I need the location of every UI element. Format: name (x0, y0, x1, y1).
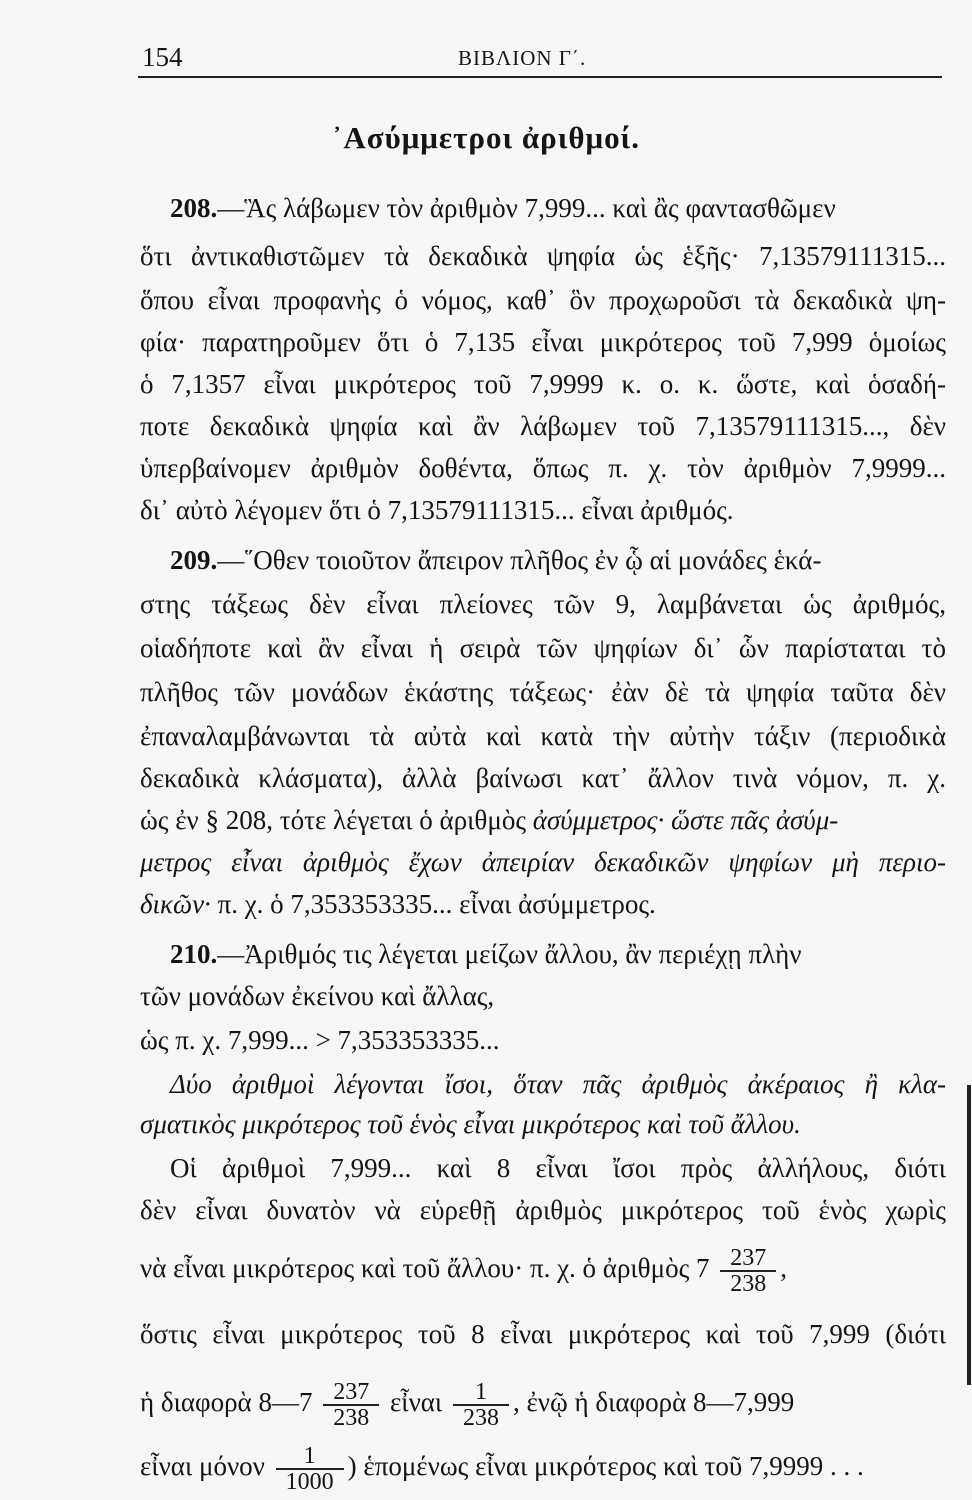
fraction-237-238-b (323, 1380, 379, 1430)
page-edge-shadow (967, 1085, 971, 1385)
paragraph-210-line-11 (140, 1443, 946, 1495)
paragraph-208-line-2: ὅτι ἀντικαθιστῶμεν τὰ δεκαδικὰ ψηφία ὡς ἑξῆς· 7,13579111315... (140, 241, 946, 271)
paragraph-210-line-2: τῶν μονάδων ἐκείνου καὶ ἄλλας, (140, 981, 495, 1011)
paragraph-210-text-10b: εἶναι (389, 1387, 443, 1418)
paragraph-210-text-10a: ἡ διαφορὰ 8—7 (140, 1387, 313, 1418)
paragraph-210-text-11a: εἶναι μόνον (140, 1451, 265, 1482)
fraction-denominator: 1000 (276, 1468, 344, 1494)
paragraph-209-line-6: δεκαδικὰ κλάσματα), ἀλλὰ βαίνωσι κατ᾽ ἄλλον τινὰ νόμον, π. χ. (140, 763, 946, 793)
section-title: ᾽Ασύμμετροι ἀριθμοί. (332, 120, 640, 155)
paragraph-208-line-6: ποτε δεκαδικὰ ψηφία καὶ ἂν λάβωμεν τοῦ 7,13579111315..., δὲν (140, 411, 946, 441)
fraction-denominator: 238 (453, 1404, 509, 1430)
paragraph-209-line-5: ἐπαναλαμβάνωνται τὰ αὐτὰ καὶ κατὰ τὴν αὐτὴν τάξιν (περιοδικὰ (140, 721, 946, 751)
paragraph-208-text-1: —Ἃς λάβωμεν τὸν ἀριθμὸν 7,999... καὶ ἂς φαντασθῶμεν (217, 193, 836, 223)
equality-definition-line-1: Δύο ἀριθμοὶ λέγονται ἴσοι, ὅταν πᾶς ἀριθμὸς ἀκέραιος ἢ κλα- (170, 1069, 946, 1099)
paragraph-209-line-3: οἱαδήποτε καὶ ἂν εἶναι ἡ σειρὰ τῶν ψηφίων δι᾽ ὧν παρίσταται τὸ (140, 633, 946, 663)
paragraph-209-line-1 (170, 540, 946, 580)
paragraph-208-line-7: ὑπερβαίνομεν ἀριθμὸν δοθέντα, ὅπως π. χ. τὸν ἀριθμὸν 7,9999... (140, 453, 946, 483)
fraction-numerator: 237 (730, 1245, 767, 1271)
paragraph-210-line-6: Οἱ ἀριθμοὶ 7,999... καὶ 8 εἶναι ἴσοι πρὸς ἀλλήλους, διότι (170, 1153, 946, 1183)
fraction-numerator: 237 (333, 1379, 370, 1405)
paragraph-209-text-1: —῞Οθεν τοιοῦτον ἄπειρον πλῆθος ἐν ᾧ αἱ μονάδες ἑκά- (217, 545, 822, 575)
page-header (138, 42, 938, 74)
page-number: 154 (142, 42, 183, 72)
paragraph-210-line-3: ὡς π. χ. 7,999... > 7,353353335... (140, 1025, 500, 1055)
paragraph-208-line-3: ὅπου εἶναι προφανὴς ὁ νόμος, καθ᾽ ὃν προχωροῦσι τὰ δεκαδικὰ ψη- (140, 285, 946, 315)
fraction-1-1000 (276, 1444, 344, 1494)
paragraph-209-line-7 (140, 800, 946, 840)
paragraph-210-text-11b: ) ἑπομένως εἶναι μικρότερος καὶ τοῦ 7,9999 . . . (347, 1451, 864, 1482)
paragraph-209-text-9b: π. χ. ὁ 7,353353335... εἶναι ἀσύμμετρος. (210, 889, 656, 919)
equality-definition-line-2: σματικὸς μικρότερος τοῦ ἑνὸς εἶναι μικρότερος καὶ τοῦ ἄλλου. (140, 1109, 801, 1139)
paragraph-208-line-1 (170, 188, 946, 228)
paragraph-210-text-10c: , ἐνῷ ἡ διαφορὰ 8—7,999 (512, 1387, 795, 1418)
paragraph-210-text-8a: νὰ εἶναι μικρότερος καὶ τοῦ ἄλλου· π. χ. ὁ ἀριθμὸς 7 (140, 1253, 710, 1284)
paragraph-208-line-5: ὁ 7,1357 εἶναι μικρότερος τοῦ 7,9999 κ. ο. κ. ὥστε, καὶ ὁσαδή- (140, 369, 946, 399)
paragraph-210-line-1 (170, 934, 946, 974)
paragraph-208-line-4: φία· παρατηροῦμεν ὅτι ὁ 7,135 εἶναι μικρότερος τοῦ 7,999 ὁμοίως (140, 327, 946, 357)
definition-asymmetric: ἀσύμμετρος· ὥστε πᾶς ἀσύμ- (532, 805, 839, 835)
paragraph-209-line-9 (140, 884, 946, 924)
paragraph-210-text-1: —Ἀριθμός τις λέγεται μείζων ἄλλου, ἂν περιέχῃ πλὴν (217, 939, 802, 969)
fraction-numerator: 1 (474, 1379, 487, 1405)
paragraph-210-line-10 (140, 1379, 946, 1431)
paragraph-209-text-7a: ὡς ἐν § 208, τότε λέγεται ὁ ἀριθμὸς (140, 805, 533, 835)
fraction-numerator: 1 (303, 1443, 316, 1469)
fraction-denominator: 238 (720, 1270, 776, 1296)
paragraph-208-line-8: δι᾽ αὐτὸ λέγομεν ὅτι ὁ 7,13579111315... εἶναι ἀριθμός. (140, 495, 734, 525)
paragraph-209-line-2: στης τάξεως δὲν εἶναι πλείονες τῶν 9, λαμβάνεται ὡς ἀριθμός, (140, 589, 946, 619)
section-number-208: 208. (170, 193, 218, 223)
paragraph-210-line-7: δὲν εἶναι δυνατὸν νὰ εὑρεθῇ ἀριθμὸς μικρότερος τοῦ ἑνὸς χωρὶς (140, 1195, 946, 1225)
running-head: ΒΙΒΛΙΟΝ Γ΄. (458, 46, 587, 70)
paragraph-209-line-4: πλῆθος τῶν μονάδων ἑκάστης τάξεως· ἐὰν δὲ τὰ ψηφία ταῦτα δὲν (140, 677, 946, 707)
paragraph-210-line-8: νὰ εἶναι μικρότερος καὶ τοῦ ἄλλου· π. χ. ὁ ἀριθμὸς 7 $\frac{237}{238}$ , (140, 1245, 788, 1297)
paragraph-209-line-8: μετρος εἶναι ἀριθμὸς ἔχων ἀπειρίαν δεκαδικῶν ψηφίων μὴ περιο- (140, 847, 946, 877)
paragraph-210-line-9: ὅστις εἶναι μικρότερος τοῦ 8 εἶναι μικρότερος καὶ τοῦ 7,999 (διότι (140, 1319, 946, 1349)
fraction-denominator: 238 (323, 1404, 379, 1430)
section-number-210: 210. (170, 939, 218, 969)
fraction-1-238 (453, 1380, 509, 1430)
header-rule (138, 76, 942, 78)
definition-end: δικῶν· (140, 889, 211, 919)
fraction-237-238-a (720, 1246, 776, 1296)
section-number-209: 209. (170, 545, 218, 575)
